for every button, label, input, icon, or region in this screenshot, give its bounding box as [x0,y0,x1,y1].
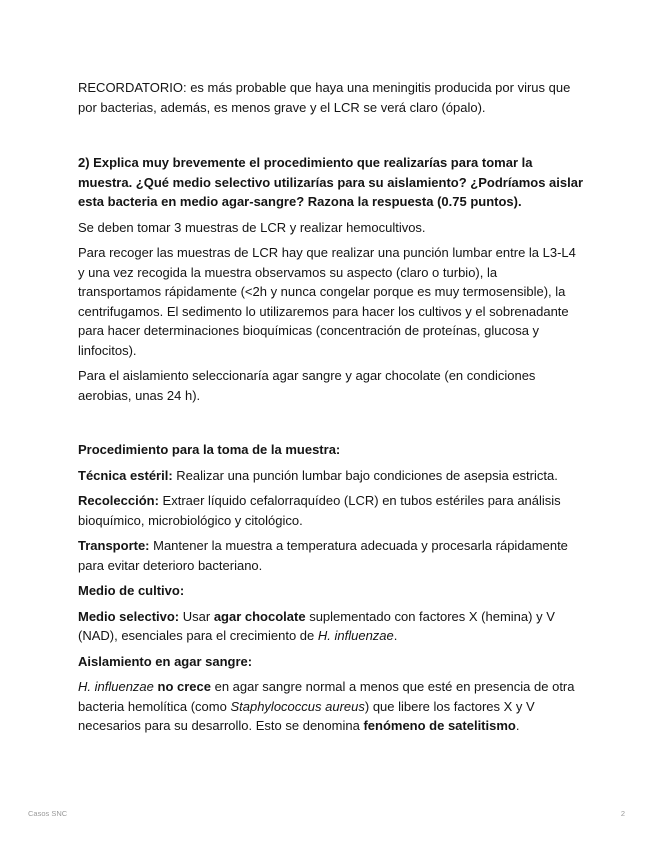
answer-paragraph-3: Para el aislamiento seleccionaría agar sangre y agar chocolate (en condiciones aerobias, unas 24 h). [78,368,536,403]
selective-medium-label: Medio selectivo: [78,608,180,624]
document-body [78,78,583,736]
selective-text-3: . [393,628,398,643]
procedure-heading-text: Procedimiento para la toma de la muestra: [78,442,341,457]
blood-agar-heading [78,652,583,672]
collection-item [78,491,583,530]
blood-text-2: ) que libere los factores X y V necesarios para su desarrollo. Esto se denomina [78,698,535,733]
selective-medium-item [78,607,583,646]
selective-agar-chocolate: agar chocolate [213,608,306,624]
transport-label: Transporte: [78,538,150,553]
footer-page-number: 2 [620,809,625,818]
procedure-heading [78,440,583,460]
question-2-text: 2) Explica muy brevemente el procedimiento que realizarías para tomar la muestra. ¿Qué medio selectivo utilizarías para su aislamiento? ¿Podríamos aislar esta bacteria en medio agar-sangre? Razona la respuesta (0.75 puntos). [78,155,584,209]
transport-text: Mantener la muestra a temperatura adecuada y procesarla rápidamente para evitar deterioro bacteriano. [78,538,568,573]
selective-text-2: suplementado con factores X (hemina) y V (NAD), esenciales para el crecimiento de [78,608,555,643]
sterile-technique-item [78,466,583,486]
sterile-technique-label: Técnica estéril: [78,467,173,483]
blood-species: H. influenzae [78,679,154,694]
blood-no-growth: no crece [153,679,211,694]
answer-paragraph-1: Se deben tomar 3 muestras de LCR y realizar hemocultivos. [78,219,426,235]
transport-item [78,536,583,575]
sterile-technique-text: Realizar una punción lumbar bajo condiciones de asepsia estricta. [172,467,558,483]
blood-agar-heading-text: Aislamiento en agar sangre: [78,653,253,669]
blood-text-1: en agar sangre normal a menos que esté en presencia de otra bacteria hemolítica (como [78,679,575,714]
blood-staph: Staphylococcus aureus [230,698,365,714]
collection-label: Recolección: [78,493,159,508]
selective-text-1: Usar [179,608,214,624]
blood-satellitism: fenómeno de satelitismo [363,718,516,733]
culture-medium-heading-text: Medio de cultivo: [78,583,185,598]
blood-text-3: . [515,718,520,733]
culture-medium-heading [78,581,583,601]
collection-text: Extraer líquido cefalorraquídeo (LCR) en tubos estériles para análisis bioquímico, microbiológico y citológico. [78,493,561,528]
selective-species: H. influenzae [317,628,394,643]
question-2-heading [78,153,583,212]
footer-document-title: Casos SNC [28,809,68,818]
reminder-paragraph: RECORDATORIO: es más probable que haya una meningitis producida por virus que por bacterias, además, es menos grave y el LCR se verá claro (ópalo). [78,80,571,115]
answer-paragraph-2: Para recoger las muestras de LCR hay que realizar una punción lumbar entre la L3-L4 y una vez recogida la muestra observamos su aspecto (claro o turbio), la transportamos rápidamente (<2h y nunca congelar porque es muy termosensible), la centrifugamos. El sedimento lo utilizaremos para hacer los cultivos y el sobrenadante para hacer determinaciones bioquímicas (concentración de proteínas, glucosa y linfocitos). [78,245,576,358]
blood-agar-paragraph [78,677,583,736]
